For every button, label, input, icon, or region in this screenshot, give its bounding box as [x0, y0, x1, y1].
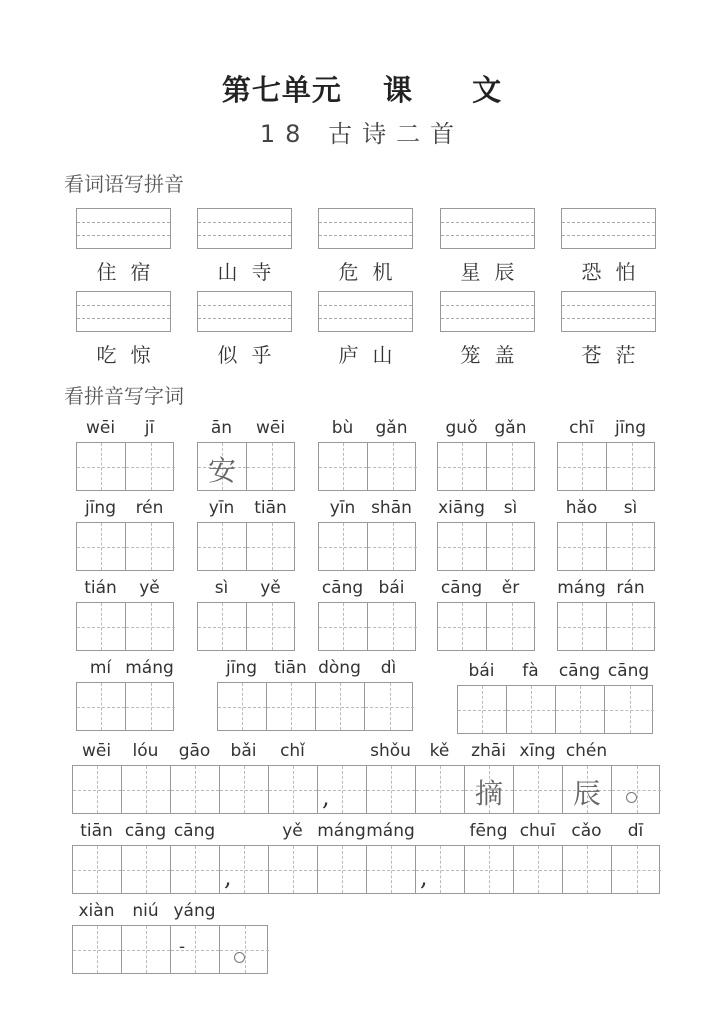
word-label: 庐山	[338, 343, 407, 367]
prefilled-character: 辰	[572, 777, 601, 810]
pinyin-label: niú	[132, 901, 159, 921]
pinyin-label: wēi	[255, 418, 286, 438]
pinyin-label: máng	[125, 658, 174, 678]
character-cell[interactable]	[514, 766, 563, 813]
character-cell[interactable]	[558, 523, 607, 570]
tianzige-grid	[76, 682, 174, 731]
character-cell[interactable]	[77, 603, 126, 650]
pinyin-label: máng	[366, 821, 415, 841]
character-cell[interactable]	[416, 766, 465, 813]
character-cell[interactable]	[247, 603, 296, 650]
pinyin-label: fà	[522, 661, 539, 681]
pinyin-label: rán	[616, 578, 645, 598]
pinyin-label: dì	[380, 658, 397, 678]
character-cell[interactable]	[563, 766, 612, 813]
comma-mark: ,	[322, 783, 330, 811]
tianzige-grid	[318, 442, 416, 491]
pinyin-label: sì	[623, 498, 638, 518]
character-cell[interactable]	[122, 926, 171, 973]
pinyin-answer-box[interactable]	[440, 208, 535, 249]
pinyin-label: tiān	[254, 498, 287, 518]
pinyin-label: lóu	[132, 741, 159, 761]
pinyin-label: cāng	[321, 578, 364, 598]
character-cell[interactable]	[171, 926, 220, 973]
section-heading-write-pinyin: 看词语写拼音	[64, 172, 184, 196]
pinyin-label: máng	[317, 821, 366, 841]
character-cell[interactable]	[318, 846, 367, 893]
character-cell[interactable]	[465, 766, 514, 813]
character-cell[interactable]	[319, 523, 368, 570]
character-cell[interactable]	[198, 523, 247, 570]
pinyin-label: yě	[282, 821, 303, 841]
pinyin-label: xiāng	[438, 498, 485, 518]
pinyin-label: bù	[331, 418, 354, 438]
tianzige-grid	[318, 602, 416, 651]
character-cell[interactable]	[556, 686, 605, 733]
lesson-title: 18 古诗二首	[259, 120, 465, 148]
character-cell[interactable]	[126, 523, 175, 570]
pinyin-label: bái	[468, 661, 495, 681]
tianzige-grid	[197, 602, 295, 651]
word-label: 吃惊	[96, 343, 165, 367]
character-cell[interactable]	[438, 603, 487, 650]
pinyin-label: chuī	[519, 821, 556, 841]
character-cell[interactable]	[558, 443, 607, 490]
pause-mark: -	[179, 936, 186, 957]
pinyin-label: ān	[210, 418, 233, 438]
character-cell[interactable]	[612, 766, 661, 813]
pinyin-label: xīng	[519, 741, 556, 761]
pinyin-label: tiān	[80, 821, 113, 841]
unit-name: 第七单元	[221, 73, 342, 107]
character-cell[interactable]	[368, 443, 417, 490]
pinyin-label: jī	[144, 418, 155, 438]
pinyin-label: sì	[214, 578, 229, 598]
word-label: 山寺	[217, 260, 286, 284]
character-cell[interactable]	[220, 926, 269, 973]
character-cell[interactable]	[487, 523, 536, 570]
pinyin-label: guǒ	[445, 418, 478, 438]
character-cell[interactable]	[416, 846, 465, 893]
character-cell[interactable]	[269, 766, 318, 813]
tianzige-grid	[76, 442, 174, 491]
character-cell[interactable]	[487, 443, 536, 490]
pinyin-label: hǎo	[565, 498, 598, 518]
character-cell[interactable]	[77, 443, 126, 490]
prefilled-character: 摘	[474, 777, 503, 810]
pinyin-answer-box[interactable]	[440, 291, 535, 332]
character-cell[interactable]	[171, 766, 220, 813]
character-cell[interactable]	[605, 686, 654, 733]
pinyin-label: gǎn	[494, 418, 527, 438]
pinyin-label: cāng	[607, 661, 650, 681]
character-cell[interactable]	[126, 683, 175, 730]
pinyin-label: mí	[89, 658, 112, 678]
character-cell[interactable]	[458, 686, 507, 733]
pinyin-label: dī	[627, 821, 644, 841]
pinyin-label: wēi	[81, 741, 112, 761]
pinyin-answer-box[interactable]	[561, 208, 656, 249]
character-cell[interactable]	[247, 523, 296, 570]
character-cell[interactable]	[122, 846, 171, 893]
word-label: 危机	[338, 260, 407, 284]
word-label: 苍茫	[581, 343, 650, 367]
pinyin-label: jīng	[225, 658, 257, 678]
character-cell[interactable]	[218, 683, 267, 730]
word-label: 住宿	[96, 260, 165, 284]
pinyin-label: zhāi	[471, 741, 506, 761]
word-label: 星辰	[460, 260, 529, 284]
comma-mark: ,	[420, 863, 428, 891]
tianzige-grid	[197, 442, 295, 491]
character-cell[interactable]	[612, 846, 661, 893]
character-cell[interactable]	[319, 603, 368, 650]
pinyin-label: chī	[569, 418, 594, 438]
tianzige-grid	[318, 522, 416, 571]
pinyin-label: shān	[371, 498, 412, 518]
character-cell[interactable]	[607, 443, 656, 490]
character-cell[interactable]	[267, 683, 316, 730]
character-cell[interactable]	[487, 603, 536, 650]
character-cell[interactable]	[367, 766, 416, 813]
tianzige-grid	[557, 442, 655, 491]
tianzige-grid	[76, 522, 174, 571]
character-cell[interactable]	[365, 683, 414, 730]
tianzige-grid	[437, 442, 535, 491]
pinyin-label: rén	[135, 498, 164, 518]
character-cell[interactable]	[563, 846, 612, 893]
pinyin-answer-box[interactable]	[318, 291, 413, 332]
tianzige-grid	[437, 522, 535, 571]
prefilled-character: 安	[207, 454, 236, 487]
pinyin-label: chén	[565, 741, 608, 761]
pinyin-label: cāng	[173, 821, 216, 841]
character-cell[interactable]	[319, 443, 368, 490]
pinyin-label: gāo	[178, 741, 211, 761]
pinyin-label: yě	[139, 578, 160, 598]
tianzige-grid	[76, 602, 174, 651]
pinyin-label: chǐ	[280, 741, 305, 761]
character-cell[interactable]	[220, 846, 269, 893]
pinyin-label: yě	[260, 578, 281, 598]
pinyin-label: cǎo	[571, 821, 602, 841]
character-cell[interactable]	[126, 443, 175, 490]
pinyin-label: yīn	[208, 498, 235, 518]
pinyin-label: cāng	[124, 821, 167, 841]
character-cell[interactable]	[316, 683, 365, 730]
tianzige-grid	[437, 602, 535, 651]
character-cell[interactable]	[438, 523, 487, 570]
character-cell[interactable]	[77, 523, 126, 570]
pinyin-label: yīn	[329, 498, 356, 518]
character-cell[interactable]	[77, 683, 126, 730]
period-mark	[234, 952, 245, 963]
character-cell[interactable]	[368, 523, 417, 570]
pinyin-answer-box[interactable]	[561, 291, 656, 332]
character-cell[interactable]	[171, 846, 220, 893]
character-cell[interactable]	[368, 603, 417, 650]
tianzige-grid	[72, 845, 660, 894]
pinyin-label: shǒu	[370, 741, 411, 761]
pinyin-label: kě	[429, 741, 450, 761]
pinyin-answer-box[interactable]	[76, 208, 171, 249]
pinyin-label: bái	[378, 578, 405, 598]
tianzige-grid	[217, 682, 413, 731]
pinyin-label: cāng	[440, 578, 483, 598]
character-cell[interactable]	[198, 603, 247, 650]
character-cell[interactable]	[198, 443, 247, 490]
character-cell[interactable]	[220, 766, 269, 813]
comma-mark: ,	[224, 863, 232, 891]
pinyin-label: sì	[503, 498, 518, 518]
word-label: 恐怕	[581, 260, 650, 284]
pinyin-label: dòng	[318, 658, 361, 678]
period-mark	[626, 792, 637, 803]
character-cell[interactable]	[514, 846, 563, 893]
character-cell[interactable]	[73, 766, 122, 813]
title-ke: 课	[382, 73, 413, 107]
pinyin-label: ěr	[501, 578, 520, 598]
character-cell[interactable]	[607, 603, 656, 650]
pinyin-label: yáng	[173, 901, 216, 921]
character-cell[interactable]	[367, 846, 416, 893]
pinyin-label: fēng	[469, 821, 508, 841]
character-cell[interactable]	[73, 926, 122, 973]
pinyin-label: bǎi	[230, 741, 257, 761]
character-cell[interactable]	[558, 603, 607, 650]
character-cell[interactable]	[247, 443, 296, 490]
character-cell[interactable]	[122, 766, 171, 813]
section-heading-write-characters: 看拼音写字词	[64, 384, 184, 408]
character-cell[interactable]	[126, 603, 175, 650]
character-cell[interactable]	[465, 846, 514, 893]
character-cell[interactable]	[269, 846, 318, 893]
tianzige-grid	[557, 602, 655, 651]
unit-title	[0, 68, 724, 109]
pinyin-label: jīng	[614, 418, 646, 438]
pinyin-label: cāng	[558, 661, 601, 681]
pinyin-answer-box[interactable]	[318, 208, 413, 249]
tianzige-grid	[197, 522, 295, 571]
tianzige-grid	[557, 522, 655, 571]
character-cell[interactable]	[507, 686, 556, 733]
word-label: 笼盖	[460, 343, 529, 367]
pinyin-label: jīng	[84, 498, 116, 518]
pinyin-label: gǎn	[375, 418, 408, 438]
pinyin-label: tián	[84, 578, 117, 598]
pinyin-answer-box[interactable]	[197, 291, 292, 332]
character-cell[interactable]	[607, 523, 656, 570]
pinyin-label: tiān	[274, 658, 307, 678]
character-cell[interactable]	[438, 443, 487, 490]
tianzige-grid	[72, 765, 660, 814]
pinyin-answer-box[interactable]	[197, 208, 292, 249]
pinyin-answer-box[interactable]	[76, 291, 171, 332]
pinyin-label: máng	[557, 578, 606, 598]
pinyin-label: wēi	[85, 418, 116, 438]
tianzige-grid	[457, 685, 653, 734]
tianzige-grid	[72, 925, 268, 974]
word-label: 似乎	[217, 343, 286, 367]
character-cell[interactable]	[73, 846, 122, 893]
title-wen: 文	[472, 73, 503, 107]
character-cell[interactable]	[318, 766, 367, 813]
pinyin-label: xiàn	[78, 901, 115, 921]
